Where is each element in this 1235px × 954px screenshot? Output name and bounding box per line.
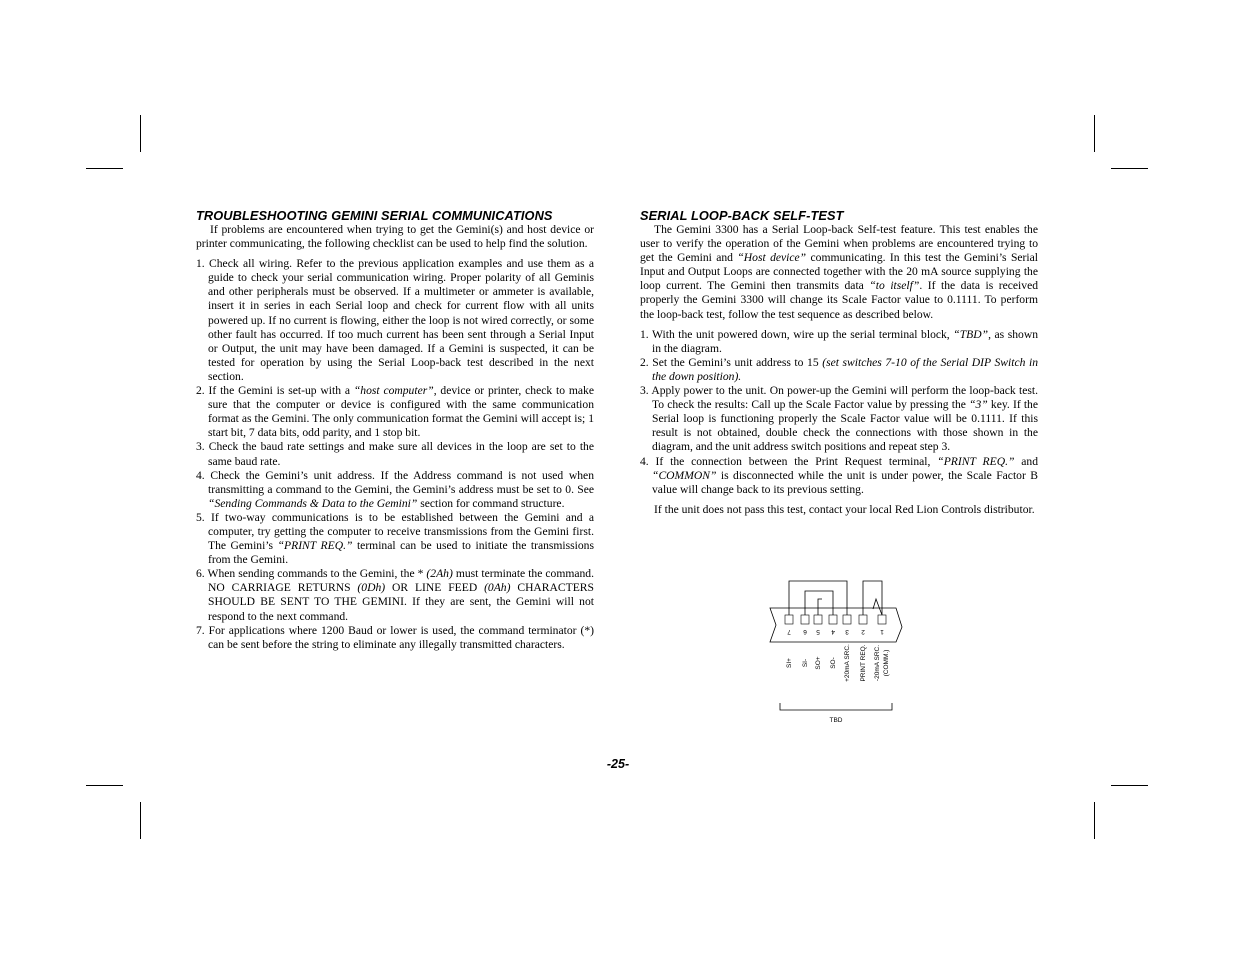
terminal-label: SO-	[830, 657, 837, 669]
wiring-diagram	[760, 575, 910, 730]
terminal-screw	[801, 615, 809, 624]
terminal-screw	[829, 615, 837, 624]
terminal-number: 4	[831, 628, 835, 635]
right-column	[640, 208, 1038, 517]
list-item: 3. Check the baud rate settings and make sure all devices in the loop are set to the same baud rate.	[196, 440, 594, 468]
list-item: 6. When sending commands to the Gemini, the * (2Ah) must terminate the command. NO CARRIAGE RETURNS (0Dh) OR LINE FEED (0Ah) CHARACTERS SHOULD BE SENT TO THE GEMINI. If they are sent, the Gemini will not respond to the next command.	[196, 567, 594, 623]
page-number: -25-	[606, 757, 630, 771]
terminal-number: 6	[803, 628, 807, 635]
terminal-label: SI+	[786, 658, 793, 668]
terminal-number: 1	[880, 628, 884, 635]
terminal-label: -20mA SRC.	[874, 644, 881, 682]
left-column	[196, 208, 594, 652]
terminal-screw	[878, 615, 886, 624]
terminal-number: 2	[861, 628, 865, 635]
list-item: 1. Check all wiring. Refer to the previous application examples and use them as a guide to check your serial communication wiring. Proper polarity of all Geminis and other peripherals must be observed. If a multimeter or ammeter is available, insert it in series in each Serial loop and check for current flow with all units powered up. If no current is flowing, either the loop is not wired correctly, or some other fault has occurred. If too much current has been sent through a Serial Input or Output, the unit may have been damaged. If a Gemini is suspected, it can be tested for operation by using the Serial Loop-back test described in the next section.	[196, 257, 594, 383]
crop-mark	[1094, 115, 1095, 152]
crop-mark	[1111, 168, 1148, 169]
section-title: SERIAL LOOP-BACK SELF-TEST	[640, 208, 844, 223]
checklist	[196, 257, 594, 652]
list-item: 1. With the unit powered down, wire up the serial terminal block, “TBD”, as shown in the diagram.	[640, 327, 1038, 355]
terminal-labels	[786, 644, 890, 682]
list-item: 2. Set the Gemini’s unit address to 15 (set switches 7-10 of the Serial DIP Switch in the down position).	[640, 355, 1038, 383]
list-item: 7. For applications where 1200 Baud or lower is used, the command terminator (*) can be sent before the string to eliminate any illegally transmitted characters.	[196, 623, 594, 651]
terminal-screw	[785, 615, 793, 624]
list-item: 3. Apply power to the unit. On power-up the Gemini will perform the loop-back test. To check the results: Call up the Scale Factor value by pressing the “3” key. If the Serial loop is functioning properly the Scale Factor value will be 0.1111. If this result is not obtained, double check the connections with those shown in the diagram, and the unit address switch positions and repeat step 3.	[640, 384, 1038, 454]
test-steps	[640, 328, 1038, 497]
terminal-label: SO+	[815, 656, 822, 670]
terminal-label: PRINT REQ.	[860, 644, 867, 682]
crop-mark	[140, 802, 141, 839]
crop-mark	[140, 115, 141, 152]
section-title: TROUBLESHOOTING GEMINI SERIAL COMMUNICATIONS	[196, 208, 553, 223]
terminal-label: +20mA SRC.	[844, 644, 851, 682]
terminal-screw	[843, 615, 851, 624]
crop-mark	[86, 785, 123, 786]
terminal-number: 7	[787, 628, 791, 635]
terminal-label: (COMM.)	[883, 649, 890, 677]
terminal-screw	[859, 615, 867, 624]
list-item: 4. If the connection between the Print Request terminal, “PRINT REQ.” and “COMMON” is disconnected while the unit is under power, the Scale Factor B value will change back to its previous setting.	[640, 454, 1039, 496]
crop-mark	[1111, 785, 1148, 786]
intro-paragraph: The Gemini 3300 has a Serial Loop-back Self-test feature. This test enables the user to verify the operation of the Gemini when problems are encountered trying to get the Gemini and “Host device” communicating. In this test the Gemini’s Serial Input and Output Loops are connected together with the 20 mA source supplying the loop current. The Gemini then transmits data “to itself”. If the data is received properly the Gemini 3300 will change its Scale Factor value to 0.1111. To perform the loop-back test, follow the test sequence as described below.	[640, 223, 1039, 321]
intro-paragraph: If problems are encountered when trying to get the Gemini(s) and host device or printer communicating, the following checklist can be used to help find the solution.	[196, 223, 594, 251]
terminal-number: 5	[816, 628, 820, 635]
crop-mark	[1094, 802, 1095, 839]
terminal-numbers	[787, 628, 884, 635]
terminal-screws	[785, 615, 886, 624]
list-item: 5. If two-way communications is to be established between the Gemini and a computer, try getting the computer to receive transmissions from the Gemini first. The Gemini’s “PRINT REQ.” terminal can be used to initiate the transmissions from the Gemini.	[196, 510, 594, 567]
terminal-label: SI-	[802, 658, 809, 668]
list-item: 2. If the Gemini is set-up with a “host computer”, device or printer, check to make sure that the computer or device is configured with the same communication format as the Gemini. The only communication format the Gemini will accept is; 1 start bit, 7 data bits, odd parity, and 1 stop bit.	[196, 384, 594, 440]
list-item: 4. Check the Gemini’s unit address. If the Address command is not used when transmitting a command to the Gemini, the Gemini’s address must be set to 0. See “Sending Commands & Data to the Gemini” section for command structure.	[196, 468, 594, 510]
terminal-screw	[814, 615, 822, 624]
closing-paragraph: If the unit does not pass this test, contact your local Red Lion Controls distributor.	[654, 502, 1035, 516]
terminal-number: 3	[845, 628, 849, 635]
block-label: TBD	[829, 717, 843, 724]
crop-mark	[86, 168, 123, 169]
